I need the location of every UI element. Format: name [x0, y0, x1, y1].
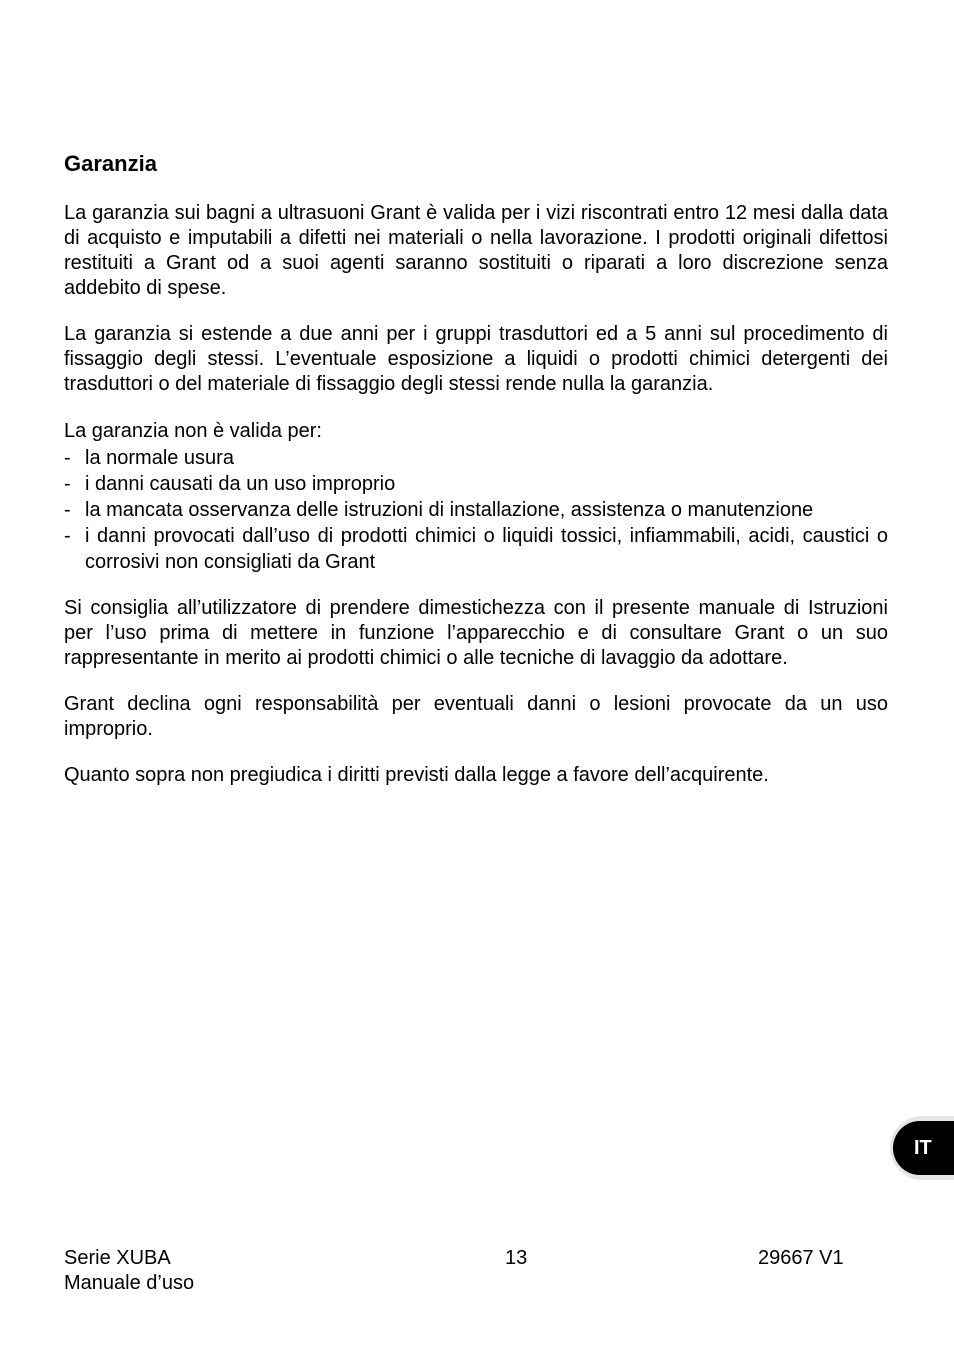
rights-paragraph: Quanto sopra non pregiudica i diritti previsti dalla legge a favore dell’acquirente.	[64, 764, 769, 786]
page-content	[64, 150, 888, 788]
dash-bullet: -	[64, 525, 71, 547]
list-item	[64, 471, 888, 497]
language-tab: IT	[893, 1121, 954, 1175]
list-item-text: la mancata osservanza delle istruzioni di installazione, assistenza o manutenzione	[85, 499, 814, 521]
list-item	[64, 445, 888, 471]
dash-bullet: -	[64, 447, 71, 469]
footer-manual: Manuale d’uso	[64, 1272, 195, 1294]
warranty-paragraph-1: La garanzia sui bagni a ultrasuoni Grant è valida per i vizi riscontrati entro 12 mesi dalla data di acquisto e imputabili a difetti nei materiali o nella lavorazione. I prodotti originali difettosi restituiti a Grant od a suoi agenti saranno sostituiti o riparati a loro discrezione senza addebito di spese.	[64, 202, 888, 299]
list-item	[64, 497, 888, 523]
footer-series: Serie XUBA	[64, 1247, 171, 1269]
exclusions-list	[64, 445, 888, 575]
dash-bullet: -	[64, 499, 71, 521]
warranty-paragraph-2: La garanzia si estende a due anni per i gruppi trasduttori ed a 5 anni sul procedimento di fissaggio degli stessi. L’eventuale esposizione a liquidi o prodotti chimici detergenti dei trasduttori o del materiale di fissaggio degli stessi rende nulla la garanzia.	[64, 323, 888, 395]
list-item-text: i danni provocati dall’uso di prodotti chimici o liquidi tossici, infiammabili, acidi, caustici o corrosivi non consigliati da Grant	[85, 525, 888, 573]
document-code: 29667 V1	[758, 1247, 844, 1269]
liability-paragraph: Grant declina ogni responsabilità per eventuali danni o lesioni provocate da un uso improprio.	[64, 693, 888, 740]
page-number: 13	[505, 1247, 528, 1269]
footer-left	[64, 1246, 194, 1296]
exclusions-intro: La garanzia non è valida per:	[64, 420, 322, 442]
list-item	[64, 523, 888, 575]
advice-paragraph: Si consiglia all’utilizzatore di prendere dimestichezza con il presente manuale di Istruzioni per l’uso prima di mettere in funzione l’apparecchio e di consultare Grant o un suo rappresentante in merito ai prodotti chimici o alle tecniche di lavaggio da adottare.	[64, 597, 888, 669]
dash-bullet: -	[64, 473, 71, 495]
page-title: Garanzia	[64, 151, 157, 176]
list-item-text: i danni causati da un uso improprio	[85, 473, 396, 495]
list-item-text: la normale usura	[85, 447, 234, 469]
